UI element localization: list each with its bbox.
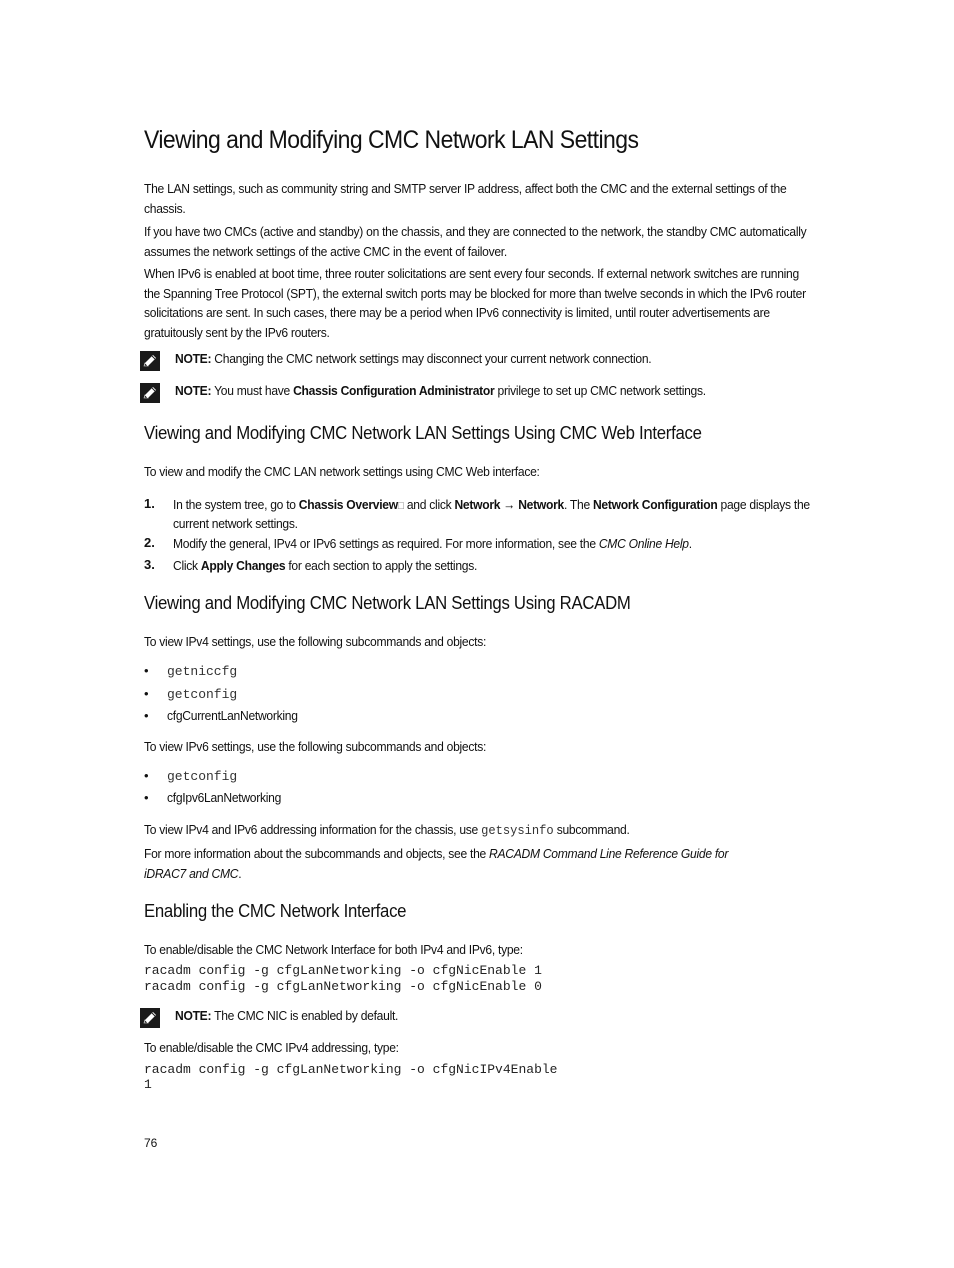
bullet: • bbox=[144, 790, 149, 805]
step-number: 1. bbox=[144, 496, 155, 511]
step-1: In the system tree, go to Chassis Overview□ and click Network → Network. The Network Configuration page displays the current network settings. bbox=[173, 497, 810, 531]
code-line-1: racadm config -g cfgLanNetworking -o cfgNicEnable 1 bbox=[144, 963, 542, 978]
list-item: cfgCurrentLanNetworking bbox=[167, 708, 298, 723]
addressing-paragraph: To view IPv4 and IPv6 addressing information for the chassis, use getsysinfo subcommand. bbox=[144, 822, 630, 838]
section-heading-racadm: Viewing and Modifying CMC Network LAN Settings Using RACADM bbox=[144, 593, 631, 613]
section-heading-web: Viewing and Modifying CMC Network LAN Settings Using CMC Web Interface bbox=[144, 423, 702, 443]
bullet: • bbox=[144, 768, 149, 783]
section-heading-enable: Enabling the CMC Network Interface bbox=[144, 901, 407, 921]
intro-paragraph-2: If you have two CMCs (active and standby) on the chassis, and they are connected to the network, the standby CMC automatically assumes the network settings of the active CMC in the event of failover. bbox=[144, 224, 807, 259]
more-info-paragraph: For more information about the subcommands and objects, see the RACADM Command Line Reference Guide for iDRAC7 and CMC. bbox=[144, 846, 729, 881]
pencil-note-icon bbox=[140, 351, 160, 371]
list-item: cfgIpv6LanNetworking bbox=[167, 790, 282, 805]
note-text: The CMC NIC is enabled by default. bbox=[214, 1008, 399, 1023]
bullet: • bbox=[144, 708, 149, 723]
list-item: getniccfg bbox=[167, 664, 238, 679]
page-title: Viewing and Modifying CMC Network LAN Settings bbox=[144, 126, 639, 154]
code-line-2: racadm config -g cfgLanNetworking -o cfgNicEnable 0 bbox=[144, 979, 542, 994]
note-label: NOTE: bbox=[175, 351, 212, 366]
page-number: 76 bbox=[144, 1136, 158, 1150]
enable-lead: To enable/disable the CMC Network Interface for both IPv4 and IPv6, type: bbox=[144, 942, 523, 957]
list-item: getconfig bbox=[167, 769, 238, 784]
privilege-name: Chassis Configuration Administrator bbox=[293, 383, 495, 398]
ipv4-enable-lead: To enable/disable the CMC IPv4 addressing, type: bbox=[144, 1040, 399, 1055]
intro-paragraph-1: The LAN settings, such as community string and SMTP server IP address, affect both the CMC and the external settings of the chassis. bbox=[144, 181, 787, 216]
note-text: privilege to set up CMC network settings. bbox=[497, 383, 706, 398]
code-line-3: racadm config -g cfgLanNetworking -o cfgNicIPv4Enable bbox=[144, 1062, 558, 1077]
step-3: Click Apply Changes for each section to apply the settings. bbox=[173, 558, 478, 573]
ipv4-lead: To view IPv4 settings, use the following subcommands and objects: bbox=[144, 634, 487, 649]
ipv6-lead: To view IPv6 settings, use the following subcommands and objects: bbox=[144, 739, 487, 754]
note-3 bbox=[140, 1008, 840, 1032]
bullet: • bbox=[144, 686, 149, 701]
web-lead: To view and modify the CMC LAN network settings using CMC Web interface: bbox=[144, 464, 540, 479]
note-2 bbox=[140, 383, 840, 407]
note-label: NOTE: bbox=[175, 1008, 212, 1023]
list-item: getconfig bbox=[167, 687, 238, 702]
code-line-4: 1 bbox=[144, 1077, 152, 1092]
step-number: 2. bbox=[144, 535, 155, 550]
note-text: You must have bbox=[214, 383, 291, 398]
note-text: Changing the CMC network settings may disconnect your current network connection. bbox=[214, 351, 652, 366]
pencil-note-icon bbox=[140, 1008, 160, 1028]
step-2: Modify the general, IPv4 or IPv6 settings as required. For more information, see the CMC Online Help. bbox=[173, 536, 692, 551]
note-1 bbox=[140, 351, 840, 375]
pencil-note-icon bbox=[140, 383, 160, 403]
step-number: 3. bbox=[144, 557, 155, 572]
note-label: NOTE: bbox=[175, 383, 212, 398]
intro-paragraph-3: When IPv6 is enabled at boot time, three router solicitations are sent every four seconds. If external network switches are running the Spanning Tree Protocol (SPT), the external switch ports may be blocked for more than twelve seconds in which the IPv6 router solicitations are sent. In such cases, there may be a period when IPv6 connectivity is limited, until router advertisements are gratuitously sent by the IPv6 routers. bbox=[144, 266, 806, 340]
bullet: • bbox=[144, 663, 149, 678]
